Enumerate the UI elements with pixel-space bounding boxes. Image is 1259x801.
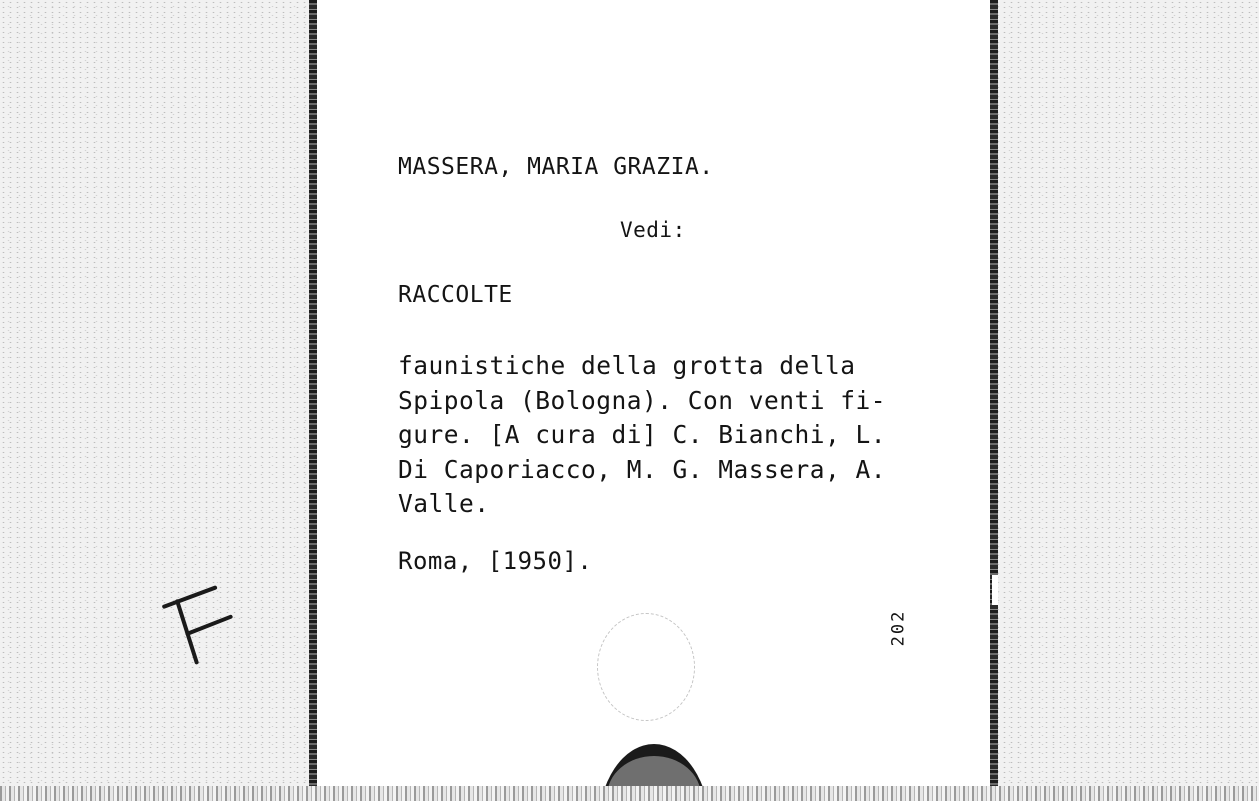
card-right-edge xyxy=(990,0,998,786)
card-left-edge xyxy=(309,0,317,786)
author-heading: MASSERA, MARIA GRAZIA. xyxy=(398,154,714,180)
see-reference: Vedi: xyxy=(620,218,686,242)
imprint-line: Roma, [1950]. xyxy=(398,547,593,575)
card-edge-gap xyxy=(992,575,998,605)
title-heading: RACCOLTE xyxy=(398,282,513,308)
faint-stamp-icon xyxy=(597,613,695,721)
description-line: Valle. xyxy=(398,489,490,518)
pencil-mark-icon xyxy=(154,578,251,675)
description-line: faunistiche della grotta della xyxy=(398,351,856,380)
description-line: Spipola (Bologna). Con venti fi- xyxy=(398,385,887,415)
title-description xyxy=(398,349,886,522)
shelf-number: 202 xyxy=(888,609,909,647)
scan-bottom-edge xyxy=(0,786,1259,801)
description-line: gure. [A cura di] C. Bianchi, L. xyxy=(398,420,887,449)
description-line: Di Caporiacco, M. G. Massera, A. xyxy=(398,454,887,484)
